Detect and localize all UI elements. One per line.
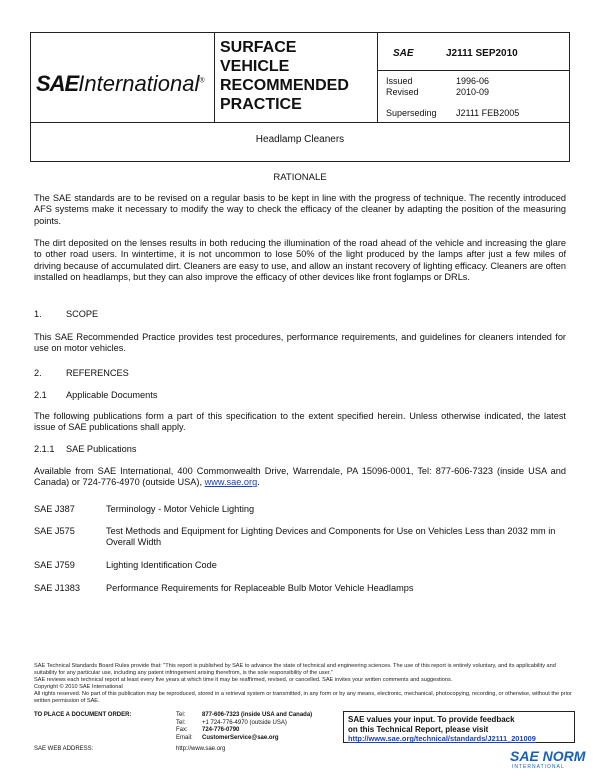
- availability-text: Available from SAE International, 400 Commonwealth Drive, Warrendale, PA 15096-0001, Tel: 877-606-7323 (inside USA and Canada) or 724-776-4970 (outside USA), www.sae.org.: [34, 466, 566, 488]
- issued-value: 1996-06: [456, 76, 490, 86]
- header-divider: [214, 32, 215, 122]
- reference-description: Terminology - Motor Vehicle Lighting: [106, 504, 255, 514]
- order-label: TO PLACE A DOCUMENT ORDER:: [34, 712, 132, 718]
- scope-text: This SAE Recommended Practice provides test procedures, performance requirements, and guidelines for cleaners intended for use on motor vehicles.: [34, 332, 566, 354]
- scope-heading: 1. SCOPE: [34, 309, 99, 319]
- applicable-documents-heading: 2.1 Applicable Documents: [34, 390, 158, 400]
- sae-website-link[interactable]: www.sae.org: [204, 477, 258, 488]
- rationale-paragraph-2: The dirt deposited on the lenses results in both reducing the illumination of the road ahead of the vehicle and increasing the glare to other road users. In wintertime, it is not uncommon to lose 50% of the light produced by the lamps after just a few miles of driving because of accumulated dirt. Cleaners are easy to use, and allow an instant recovery of lighting efficacy. Cleaners are often installed on headlamps, but they can also improve the efficacy of other devices like front foglamps or DRLs.: [34, 238, 566, 282]
- sae-international-logo: SAEInternational®: [36, 71, 205, 96]
- document-title: Headlamp Cleaners: [255, 134, 345, 145]
- revised-value: 2010-09: [456, 87, 490, 97]
- superseding-label: Superseding: [386, 108, 437, 118]
- watermark-subtitle: INTERNATIONAL: [512, 764, 565, 770]
- header-divider: [377, 32, 378, 122]
- references-heading: 2. REFERENCES: [34, 368, 129, 378]
- reference-description: Lighting Identification Code: [106, 560, 217, 570]
- watermark-logo: SAE NORM: [510, 748, 586, 764]
- reference-description: Test Methods and Equipment for Lighting Devices and Components for Use on Vehicles Less than 2032 mm in Overall Width: [106, 526, 556, 548]
- issued-label: Issued: [386, 76, 413, 86]
- document-type: SURFACE VEHICLE RECOMMENDED PRACTICE: [220, 39, 349, 113]
- header-divider: [377, 70, 570, 71]
- feedback-box: SAE values your input. To provide feedback on this Technical Report, please visit http://www.sae.org/technical/standards/J2111_201009: [343, 711, 575, 743]
- rationale-paragraph-1: The SAE standards are to be revised on a regular basis to be kept in line with the progress of technique. The recently introduced AFS systems make it necessary to modify the way to check the efficacy of the cleaner by adapting the position of the measuring points.: [34, 193, 566, 226]
- revised-label: Revised: [386, 87, 419, 97]
- applicable-documents-text: The following publications form a part of this specification to the extent specified herein. Unless otherwise indicated, the latest issue of SAE publications shall apply.: [34, 411, 566, 433]
- superseding-value: J2111 FEB2005: [456, 108, 520, 118]
- reference-code: SAE J387: [34, 504, 75, 514]
- customer-service-email[interactable]: CustomerService@sae.org: [202, 734, 279, 741]
- rationale-heading: RATIONALE: [273, 172, 327, 183]
- reference-code: SAE J1383: [34, 583, 80, 593]
- reference-code: SAE J759: [34, 560, 75, 570]
- header-divider: [30, 122, 570, 123]
- document-number: J2111 SEP2010: [446, 48, 518, 59]
- web-address-link[interactable]: http://www.sae.org: [176, 746, 226, 752]
- feedback-link[interactable]: http://www.sae.org/technical/standards/J2111_201009: [348, 734, 536, 744]
- reference-description: Performance Requirements for Replaceable Bulb Motor Vehicle Headlamps: [106, 583, 414, 593]
- footer-disclaimer: SAE Technical Standards Board Rules provide that: "This report is published by SAE to advance the state of technical and engineering sciences. The use of this report is entirely voluntary, and its applicability and suitability for any particular use, including any patent infringement arising therefrom, is the sole responsibility of the user." SAE reviews each technical report at least every five years at which time it may be reaffirmed, revised, or cancelled. SAE invites your written comments and suggestions. Copyright © 2010 SAE International All rights reserved. No part of this publication may be reproduced, stored in a retrieval system or transmitted, in any form or by any means, electronic, mechanical, photocopying, recording, or otherwise, without the prior written permission of SAE.: [34, 663, 572, 704]
- web-address-label: SAE WEB ADDRESS:: [34, 746, 94, 752]
- sae-publications-heading: 2.1.1 SAE Publications: [34, 444, 137, 454]
- reference-code: SAE J575: [34, 526, 75, 536]
- sae-mark: SAE: [393, 48, 414, 59]
- order-details: Tel: 877-606-7323 (inside USA and Canada) Tel: +1 724-776-4970 (outside USA) Fax: 724-776-0790 Email: CustomerService@sae.org: [176, 712, 313, 741]
